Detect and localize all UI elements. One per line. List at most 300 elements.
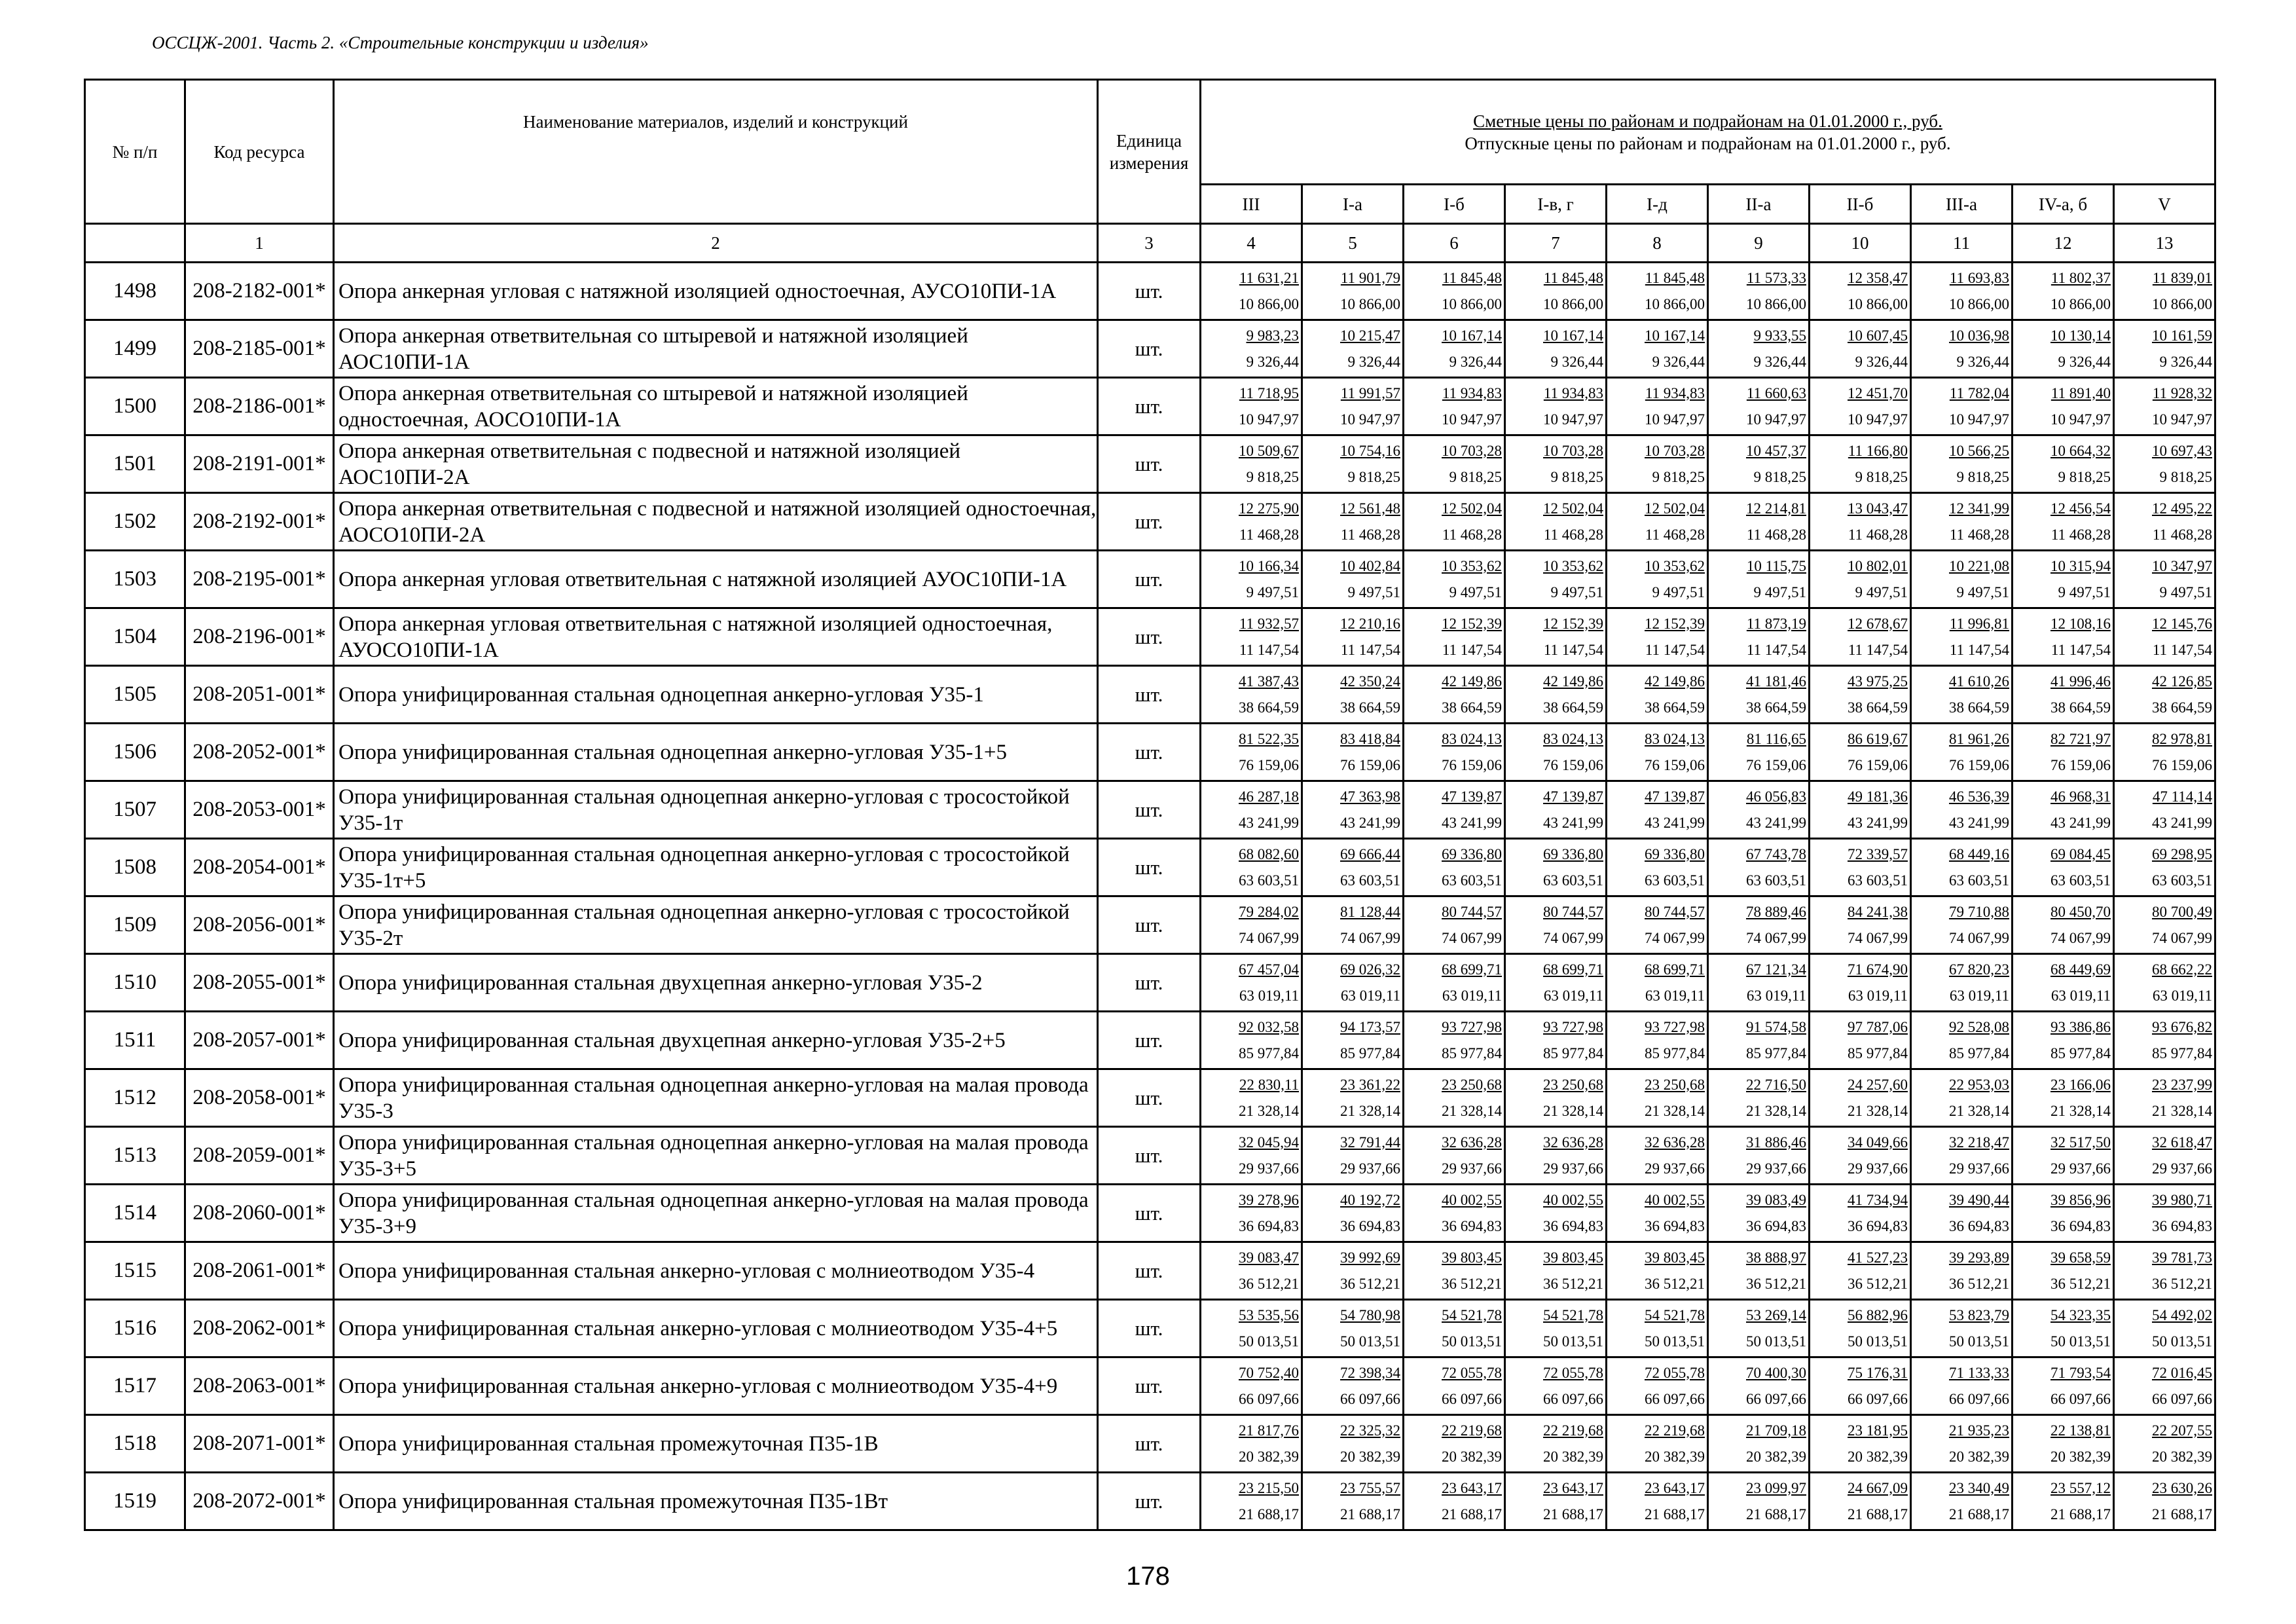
release-price: 21 688,17 bbox=[1848, 1505, 1908, 1522]
price-cell bbox=[1302, 435, 1404, 493]
release-price: 20 382,39 bbox=[1239, 1448, 1299, 1465]
price-cell bbox=[1404, 1300, 1505, 1357]
estimate-price: 41 181,46 bbox=[1746, 673, 1806, 690]
release-price: 21 328,14 bbox=[1239, 1102, 1299, 1119]
estimate-price: 56 882,96 bbox=[1848, 1306, 1908, 1323]
price-cell bbox=[1201, 839, 1302, 896]
table-row bbox=[85, 1012, 2215, 1069]
release-price: 29 937,66 bbox=[1543, 1160, 1603, 1177]
table-row bbox=[85, 666, 2215, 724]
estimate-price: 23 643,17 bbox=[1645, 1479, 1705, 1496]
estimate-price: 42 149,86 bbox=[1543, 673, 1603, 690]
price-cell bbox=[1404, 1012, 1505, 1069]
price-cell bbox=[1505, 435, 1607, 493]
price-cell bbox=[1911, 551, 2013, 608]
estimate-price: 82 721,97 bbox=[2050, 730, 2111, 747]
price-cell bbox=[2013, 1415, 2114, 1473]
estimate-price: 42 149,86 bbox=[1442, 673, 1502, 690]
price-cell bbox=[1505, 1242, 1607, 1300]
estimate-price: 72 398,34 bbox=[1340, 1364, 1400, 1381]
unit-of-measure: шт. bbox=[1098, 320, 1201, 378]
price-cell bbox=[2013, 724, 2114, 781]
table-row bbox=[85, 493, 2215, 551]
estimate-price: 11 693,83 bbox=[1949, 269, 2009, 286]
release-price: 10 866,00 bbox=[1543, 295, 1603, 312]
estimate-price: 72 055,78 bbox=[1645, 1364, 1705, 1381]
price-cell bbox=[1607, 1357, 1708, 1415]
release-price: 66 097,66 bbox=[1848, 1390, 1908, 1407]
estimate-price: 10 167,14 bbox=[1442, 327, 1502, 344]
material-name: Опора унифицированная стальная анкерно-угловая с молниеотводом У35-4+5 bbox=[334, 1300, 1098, 1357]
estimate-price: 11 934,83 bbox=[1442, 384, 1502, 401]
resource-code: 208-2063-001* bbox=[185, 1357, 334, 1415]
release-price: 20 382,39 bbox=[2050, 1448, 2111, 1465]
release-price: 76 159,06 bbox=[1543, 756, 1603, 773]
estimate-price: 39 293,89 bbox=[1949, 1249, 2009, 1266]
estimate-price: 12 502,04 bbox=[1442, 500, 1502, 517]
estimate-price: 11 891,40 bbox=[2050, 384, 2111, 401]
price-cell bbox=[1708, 666, 1810, 724]
price-cell bbox=[2114, 493, 2215, 551]
price-cell bbox=[1404, 1473, 1505, 1530]
release-price: 20 382,39 bbox=[1746, 1448, 1806, 1465]
release-price: 76 159,06 bbox=[1442, 756, 1502, 773]
unit-of-measure: шт. bbox=[1098, 1357, 1201, 1415]
price-cell bbox=[1810, 378, 1911, 435]
column-number: 13 bbox=[2114, 224, 2215, 263]
release-price: 36 694,83 bbox=[2152, 1217, 2212, 1234]
price-cell bbox=[1911, 263, 2013, 320]
release-price: 10 866,00 bbox=[1442, 295, 1502, 312]
release-price: 20 382,39 bbox=[2152, 1448, 2212, 1465]
release-price: 10 947,97 bbox=[2050, 411, 2111, 428]
release-price: 21 328,14 bbox=[2050, 1102, 2111, 1119]
resource-code: 208-2061-001* bbox=[185, 1242, 334, 1300]
estimate-price: 40 002,55 bbox=[1645, 1191, 1705, 1208]
release-price: 10 866,00 bbox=[1645, 295, 1705, 312]
release-price: 43 241,99 bbox=[1949, 814, 2009, 831]
price-cell bbox=[1201, 781, 1302, 839]
release-price: 38 664,59 bbox=[1949, 699, 2009, 716]
column-number: 1 bbox=[185, 224, 334, 263]
price-cell bbox=[1607, 896, 1708, 954]
release-price: 43 241,99 bbox=[1442, 814, 1502, 831]
release-price: 11 147,54 bbox=[1442, 641, 1502, 658]
estimate-price: 23 340,49 bbox=[1949, 1479, 2009, 1496]
price-cell bbox=[1505, 839, 1607, 896]
material-name: Опора унифицированная стальная одноцепная анкерно-угловая с тросостойкой У35-2т bbox=[334, 896, 1098, 954]
release-price: 36 694,83 bbox=[1442, 1217, 1502, 1234]
estimate-price: 54 521,78 bbox=[1645, 1306, 1705, 1323]
row-number: 1506 bbox=[85, 724, 185, 781]
price-cell bbox=[2114, 896, 2215, 954]
header-prices-release: Отпускные цены по районам и подрайонам на 01.01.2000 г., руб. bbox=[1465, 133, 1951, 153]
release-price: 20 382,39 bbox=[1442, 1448, 1502, 1465]
estimate-price: 23 250,68 bbox=[1645, 1076, 1705, 1093]
price-cell bbox=[1404, 954, 1505, 1012]
estimate-price: 11 845,48 bbox=[1645, 269, 1705, 286]
table-row bbox=[85, 1357, 2215, 1415]
price-cell bbox=[1404, 1069, 1505, 1127]
release-price: 66 097,66 bbox=[1746, 1390, 1806, 1407]
release-price: 74 067,99 bbox=[1746, 929, 1806, 946]
price-cell bbox=[1505, 1012, 1607, 1069]
estimate-price: 46 056,83 bbox=[1746, 788, 1806, 805]
release-price: 63 603,51 bbox=[1746, 872, 1806, 889]
release-price: 10 947,97 bbox=[1239, 411, 1299, 428]
page-number: 178 bbox=[1126, 1562, 1170, 1591]
material-name: Опора унифицированная стальная двухцепная анкерно-угловая У35-2+5 bbox=[334, 1012, 1098, 1069]
release-price: 50 013,51 bbox=[1543, 1333, 1603, 1350]
price-cell bbox=[2114, 1012, 2215, 1069]
estimate-price: 93 727,98 bbox=[1442, 1018, 1502, 1035]
price-cell bbox=[1607, 1242, 1708, 1300]
header-region: I-а bbox=[1302, 185, 1404, 224]
price-cell bbox=[2114, 551, 2215, 608]
release-price: 11 468,28 bbox=[1543, 526, 1603, 543]
estimate-price: 82 978,81 bbox=[2152, 730, 2212, 747]
estimate-price: 47 363,98 bbox=[1340, 788, 1400, 805]
resource-code: 208-2051-001* bbox=[185, 666, 334, 724]
estimate-price: 10 754,16 bbox=[1340, 442, 1400, 459]
resource-code: 208-2192-001* bbox=[185, 493, 334, 551]
estimate-price: 11 573,33 bbox=[1746, 269, 1806, 286]
row-number: 1500 bbox=[85, 378, 185, 435]
estimate-price: 39 980,71 bbox=[2152, 1191, 2212, 1208]
estimate-price: 12 108,16 bbox=[2050, 615, 2111, 632]
estimate-price: 93 386,86 bbox=[2050, 1018, 2111, 1035]
release-price: 63 019,11 bbox=[1239, 987, 1299, 1004]
estimate-price: 12 456,54 bbox=[2050, 500, 2111, 517]
release-price: 20 382,39 bbox=[1543, 1448, 1603, 1465]
price-cell bbox=[1302, 1242, 1404, 1300]
estimate-price: 22 830,11 bbox=[1239, 1076, 1299, 1093]
resource-code: 208-2054-001* bbox=[185, 839, 334, 896]
price-cell bbox=[1708, 1012, 1810, 1069]
estimate-price: 72 016,45 bbox=[2152, 1364, 2212, 1381]
price-cell bbox=[1708, 435, 1810, 493]
estimate-price: 81 522,35 bbox=[1239, 730, 1299, 747]
estimate-price: 11 996,81 bbox=[1949, 615, 2009, 632]
price-cell bbox=[1911, 839, 2013, 896]
row-number: 1515 bbox=[85, 1242, 185, 1300]
price-cell bbox=[1810, 1415, 1911, 1473]
unit-of-measure: шт. bbox=[1098, 896, 1201, 954]
release-price: 36 512,21 bbox=[2050, 1275, 2111, 1292]
resource-code: 208-2195-001* bbox=[185, 551, 334, 608]
estimate-price: 12 210,16 bbox=[1340, 615, 1400, 632]
release-price: 9 818,25 bbox=[2058, 468, 2111, 485]
price-cell bbox=[2013, 1185, 2114, 1242]
price-cell bbox=[1404, 666, 1505, 724]
release-price: 11 147,54 bbox=[2050, 641, 2111, 658]
price-cell bbox=[1607, 1185, 1708, 1242]
price-cell bbox=[1201, 1300, 1302, 1357]
estimate-price: 22 219,68 bbox=[1543, 1422, 1603, 1439]
release-price: 63 019,11 bbox=[1442, 987, 1502, 1004]
material-name: Опора унифицированная стальная одноцепная анкерно-угловая с тросостойкой У35-1т bbox=[334, 781, 1098, 839]
material-name: Опора анкерная ответвительная со штыревой и натяжной изоляцией АОС10ПИ-1А bbox=[334, 320, 1098, 378]
unit-of-measure: шт. bbox=[1098, 608, 1201, 666]
release-price: 29 937,66 bbox=[1848, 1160, 1908, 1177]
price-cell bbox=[2114, 724, 2215, 781]
estimate-price: 46 536,39 bbox=[1949, 788, 2009, 805]
price-cell bbox=[1911, 435, 2013, 493]
price-cell bbox=[1607, 724, 1708, 781]
price-cell bbox=[1708, 263, 1810, 320]
row-number: 1507 bbox=[85, 781, 185, 839]
release-price: 10 866,00 bbox=[1746, 295, 1806, 312]
price-cell bbox=[2013, 263, 2114, 320]
resource-code: 208-2062-001* bbox=[185, 1300, 334, 1357]
release-price: 11 468,28 bbox=[2152, 526, 2212, 543]
row-number: 1501 bbox=[85, 435, 185, 493]
release-price: 43 241,99 bbox=[1746, 814, 1806, 831]
header-region: I-б bbox=[1404, 185, 1505, 224]
price-cell bbox=[2013, 378, 2114, 435]
estimate-price: 10 347,97 bbox=[2152, 557, 2212, 574]
price-cell bbox=[1708, 1185, 1810, 1242]
price-cell bbox=[1302, 1473, 1404, 1530]
price-cell bbox=[1201, 320, 1302, 378]
price-cell bbox=[1708, 1127, 1810, 1185]
estimate-price: 83 418,84 bbox=[1340, 730, 1400, 747]
release-price: 43 241,99 bbox=[1543, 814, 1603, 831]
release-price: 63 603,51 bbox=[1340, 872, 1400, 889]
price-cell bbox=[2114, 1185, 2215, 1242]
price-cell bbox=[1201, 493, 1302, 551]
estimate-price: 11 991,57 bbox=[1340, 384, 1400, 401]
price-cell bbox=[2114, 954, 2215, 1012]
price-cell bbox=[1810, 666, 1911, 724]
release-price: 9 326,44 bbox=[1347, 353, 1400, 370]
release-price: 10 947,97 bbox=[1543, 411, 1603, 428]
release-price: 66 097,66 bbox=[1949, 1390, 2009, 1407]
price-cell bbox=[1810, 896, 1911, 954]
resource-code: 208-2055-001* bbox=[185, 954, 334, 1012]
resource-code: 208-2053-001* bbox=[185, 781, 334, 839]
unit-of-measure: шт. bbox=[1098, 954, 1201, 1012]
price-cell bbox=[1201, 1185, 1302, 1242]
release-price: 11 147,54 bbox=[2152, 641, 2212, 658]
release-price: 63 603,51 bbox=[2152, 872, 2212, 889]
price-cell bbox=[1201, 666, 1302, 724]
release-price: 74 067,99 bbox=[1340, 929, 1400, 946]
release-price: 21 328,14 bbox=[1746, 1102, 1806, 1119]
estimate-price: 23 755,57 bbox=[1340, 1479, 1400, 1496]
price-cell bbox=[2114, 1300, 2215, 1357]
release-price: 66 097,66 bbox=[1340, 1390, 1400, 1407]
estimate-price: 22 207,55 bbox=[2152, 1422, 2212, 1439]
price-cell bbox=[1201, 1127, 1302, 1185]
price-cell bbox=[1810, 839, 1911, 896]
price-cell bbox=[1607, 781, 1708, 839]
estimate-price: 12 358,47 bbox=[1848, 269, 1908, 286]
release-price: 85 977,84 bbox=[1848, 1044, 1908, 1061]
price-cell bbox=[1302, 551, 1404, 608]
estimate-price: 40 002,55 bbox=[1442, 1191, 1502, 1208]
estimate-price: 67 457,04 bbox=[1239, 961, 1299, 978]
price-cell bbox=[2114, 1127, 2215, 1185]
release-price: 38 664,59 bbox=[1239, 699, 1299, 716]
price-cell bbox=[1911, 781, 2013, 839]
price-cell bbox=[1708, 781, 1810, 839]
price-cell bbox=[2114, 1069, 2215, 1127]
price-cell bbox=[2114, 839, 2215, 896]
unit-of-measure: шт. bbox=[1098, 839, 1201, 896]
price-cell bbox=[1911, 1300, 2013, 1357]
document-header-title: ОССЦЖ-2001. Часть 2. «Строительные конструкции и изделия» bbox=[152, 33, 649, 52]
release-price: 76 159,06 bbox=[1949, 756, 2009, 773]
release-price: 29 937,66 bbox=[1442, 1160, 1502, 1177]
price-cell bbox=[1708, 551, 1810, 608]
estimate-price: 11 934,83 bbox=[1543, 384, 1603, 401]
price-cell bbox=[1810, 781, 1911, 839]
estimate-price: 23 181,95 bbox=[1848, 1422, 1908, 1439]
price-cell bbox=[1505, 1300, 1607, 1357]
estimate-price: 69 298,95 bbox=[2152, 845, 2212, 862]
row-number: 1505 bbox=[85, 666, 185, 724]
release-price: 85 977,84 bbox=[2050, 1044, 2111, 1061]
estimate-price: 83 024,13 bbox=[1645, 730, 1705, 747]
estimate-price: 69 026,32 bbox=[1340, 961, 1400, 978]
price-cell bbox=[1810, 435, 1911, 493]
release-price: 66 097,66 bbox=[1239, 1390, 1299, 1407]
estimate-price: 23 250,68 bbox=[1442, 1076, 1502, 1093]
release-price: 63 603,51 bbox=[2050, 872, 2111, 889]
release-price: 21 688,17 bbox=[1442, 1505, 1502, 1522]
header-region: II-б bbox=[1810, 185, 1911, 224]
material-name: Опора унифицированная стальная одноцепная анкерно-угловая У35-1+5 bbox=[334, 724, 1098, 781]
price-cell bbox=[1810, 1127, 1911, 1185]
estimate-price: 69 336,80 bbox=[1442, 845, 1502, 862]
price-cell bbox=[1404, 781, 1505, 839]
header-region: I-д bbox=[1607, 185, 1708, 224]
estimate-price: 10 036,98 bbox=[1949, 327, 2009, 344]
release-price: 50 013,51 bbox=[1848, 1333, 1908, 1350]
release-price: 10 866,00 bbox=[1848, 295, 1908, 312]
estimate-price: 41 527,23 bbox=[1848, 1249, 1908, 1266]
table-row bbox=[85, 1415, 2215, 1473]
estimate-price: 11 873,19 bbox=[1746, 615, 1806, 632]
price-cell bbox=[2114, 1242, 2215, 1300]
price-cell bbox=[1505, 1127, 1607, 1185]
estimate-price: 47 139,87 bbox=[1645, 788, 1705, 805]
estimate-price: 12 145,76 bbox=[2152, 615, 2212, 632]
release-price: 36 694,83 bbox=[1848, 1217, 1908, 1234]
release-price: 10 947,97 bbox=[1442, 411, 1502, 428]
release-price: 9 818,25 bbox=[1956, 468, 2009, 485]
release-price: 63 603,51 bbox=[1543, 872, 1603, 889]
price-cell bbox=[2013, 551, 2114, 608]
release-price: 76 159,06 bbox=[1645, 756, 1705, 773]
price-cell bbox=[1302, 1127, 1404, 1185]
estimate-price: 23 099,97 bbox=[1746, 1479, 1806, 1496]
estimate-price: 10 457,37 bbox=[1746, 442, 1806, 459]
price-cell bbox=[1505, 724, 1607, 781]
release-price: 20 382,39 bbox=[1645, 1448, 1705, 1465]
price-cell bbox=[1505, 551, 1607, 608]
table-row bbox=[85, 1069, 2215, 1127]
price-cell bbox=[1911, 896, 2013, 954]
price-cell bbox=[1505, 1185, 1607, 1242]
estimate-price: 80 450,70 bbox=[2050, 903, 2111, 920]
estimate-price: 24 257,60 bbox=[1848, 1076, 1908, 1093]
header-num: № п/п bbox=[85, 80, 185, 224]
release-price: 9 497,51 bbox=[1956, 583, 2009, 600]
resource-code: 208-2060-001* bbox=[185, 1185, 334, 1242]
release-price: 74 067,99 bbox=[1239, 929, 1299, 946]
release-price: 36 512,21 bbox=[1746, 1275, 1806, 1292]
estimate-price: 42 149,86 bbox=[1645, 673, 1705, 690]
release-price: 21 688,17 bbox=[1543, 1505, 1603, 1522]
estimate-price: 38 888,97 bbox=[1746, 1249, 1806, 1266]
estimate-price: 31 886,46 bbox=[1746, 1134, 1806, 1151]
estimate-price: 32 618,47 bbox=[2152, 1134, 2212, 1151]
estimate-price: 43 975,25 bbox=[1848, 673, 1908, 690]
release-price: 29 937,66 bbox=[1746, 1160, 1806, 1177]
material-name: Опора унифицированная стальная анкерно-угловая с молниеотводом У35-4 bbox=[334, 1242, 1098, 1300]
release-price: 9 326,44 bbox=[1855, 353, 1908, 370]
release-price: 9 497,51 bbox=[2159, 583, 2212, 600]
unit-of-measure: шт. bbox=[1098, 1473, 1201, 1530]
estimate-price: 23 237,99 bbox=[2152, 1076, 2212, 1093]
estimate-price: 39 083,47 bbox=[1239, 1249, 1299, 1266]
estimate-price: 46 968,31 bbox=[2050, 788, 2111, 805]
estimate-price: 70 400,30 bbox=[1746, 1364, 1806, 1381]
price-cell bbox=[1404, 1357, 1505, 1415]
release-price: 29 937,66 bbox=[1340, 1160, 1400, 1177]
estimate-price: 97 787,06 bbox=[1848, 1018, 1908, 1035]
price-cell bbox=[1302, 781, 1404, 839]
price-cell bbox=[1810, 1242, 1911, 1300]
price-cell bbox=[1505, 320, 1607, 378]
estimate-price: 32 636,28 bbox=[1442, 1134, 1502, 1151]
price-cell bbox=[1911, 666, 2013, 724]
price-cell bbox=[1911, 1242, 2013, 1300]
resource-code: 208-2056-001* bbox=[185, 896, 334, 954]
estimate-price: 80 700,49 bbox=[2152, 903, 2212, 920]
estimate-price: 39 658,59 bbox=[2050, 1249, 2111, 1266]
estimate-price: 11 839,01 bbox=[2152, 269, 2212, 286]
price-cell bbox=[2013, 320, 2114, 378]
estimate-price: 10 703,28 bbox=[1442, 442, 1502, 459]
release-price: 63 019,11 bbox=[1949, 987, 2009, 1004]
release-price: 9 818,25 bbox=[1449, 468, 1502, 485]
unit-of-measure: шт. bbox=[1098, 551, 1201, 608]
resource-code: 208-2191-001* bbox=[185, 435, 334, 493]
estimate-price: 12 152,39 bbox=[1543, 615, 1603, 632]
unit-of-measure: шт. bbox=[1098, 263, 1201, 320]
release-price: 38 664,59 bbox=[1543, 699, 1603, 716]
unit-of-measure: шт. bbox=[1098, 1185, 1201, 1242]
column-number-empty bbox=[85, 224, 185, 263]
release-price: 50 013,51 bbox=[2050, 1333, 2111, 1350]
release-price: 76 159,06 bbox=[1340, 756, 1400, 773]
price-cell bbox=[2013, 1473, 2114, 1530]
row-number: 1511 bbox=[85, 1012, 185, 1069]
price-cell bbox=[1810, 1012, 1911, 1069]
price-cell bbox=[1505, 666, 1607, 724]
estimate-price: 23 643,17 bbox=[1442, 1479, 1502, 1496]
estimate-price: 67 820,23 bbox=[1949, 961, 2009, 978]
price-cell bbox=[1302, 1415, 1404, 1473]
release-price: 38 664,59 bbox=[1848, 699, 1908, 716]
estimate-price: 10 130,14 bbox=[2050, 327, 2111, 344]
price-cell bbox=[1404, 839, 1505, 896]
release-price: 9 497,51 bbox=[1449, 583, 1502, 600]
release-price: 85 977,84 bbox=[1340, 1044, 1400, 1061]
